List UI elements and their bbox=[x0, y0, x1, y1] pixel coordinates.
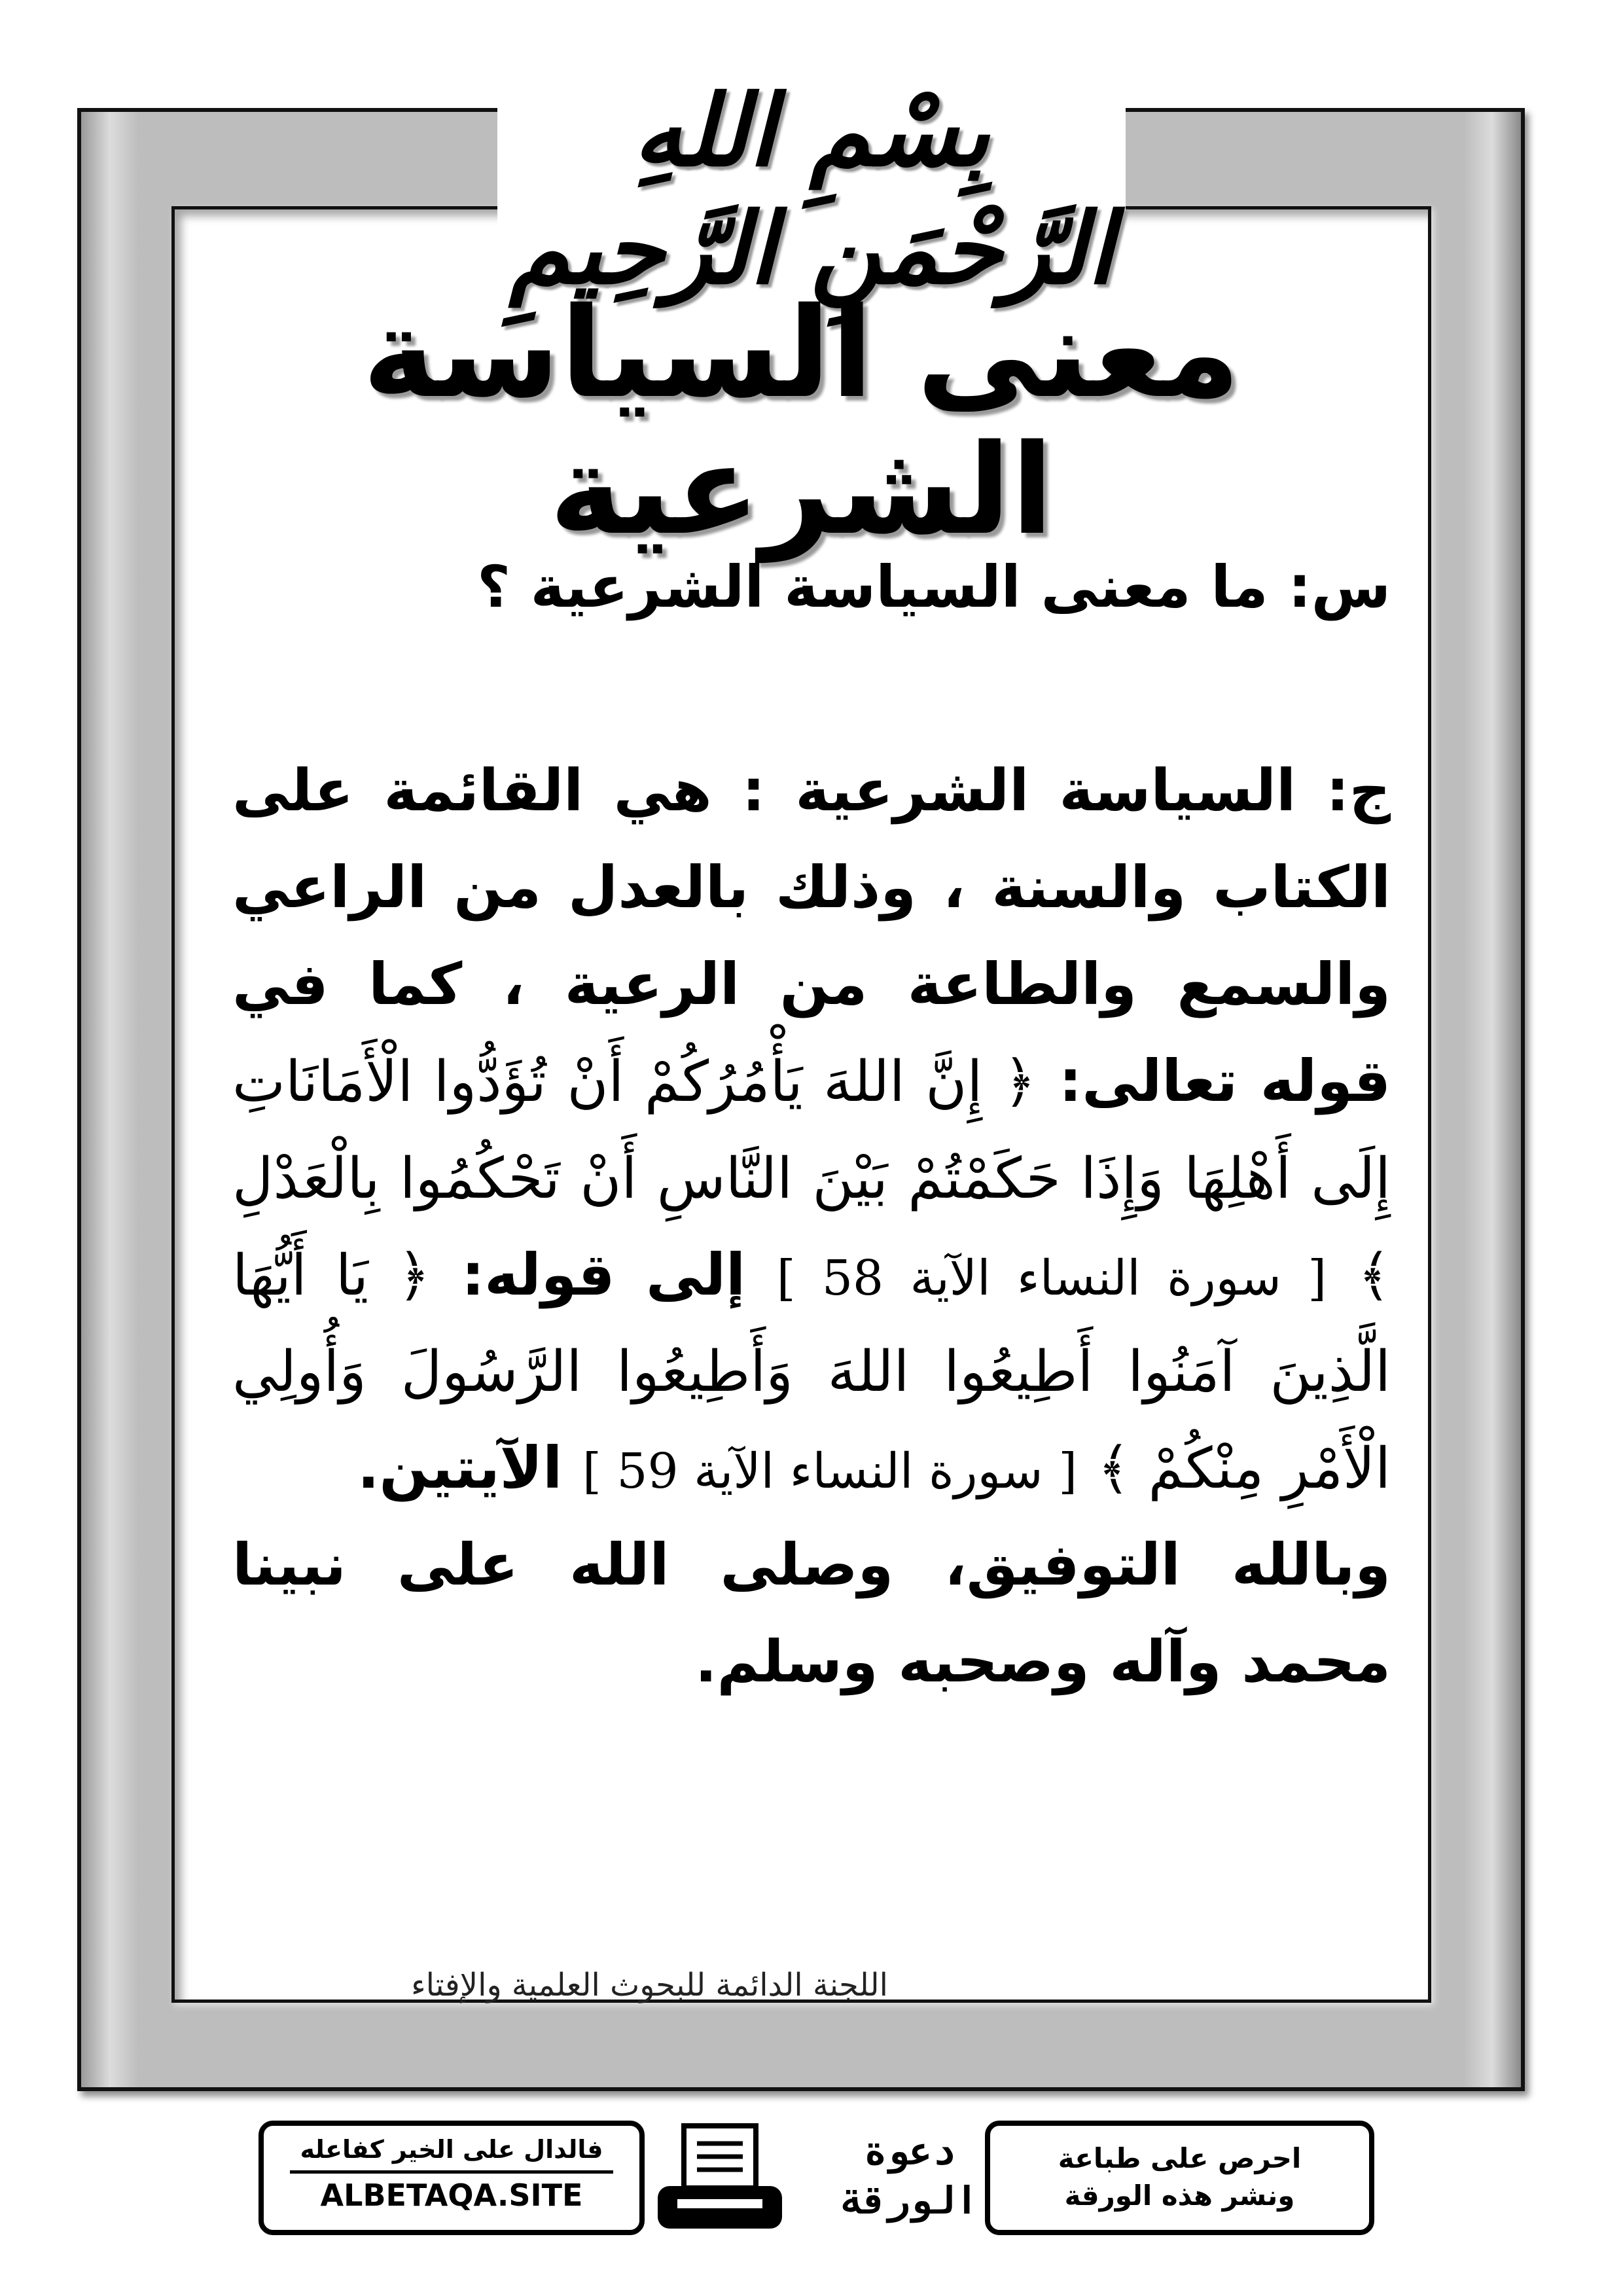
answer-intro: ج: السياسة الشرعية : هي القائمة على الكتاب والسنة ، وذلك بالعدل من الراعي والسمع والطاعة من الرعية ، كما في قوله تعالى: bbox=[232, 757, 1391, 1115]
brand-logo-line-2: الورقة bbox=[841, 2178, 978, 2223]
slogan-line-1: احرص على طباعة bbox=[1058, 2142, 1302, 2174]
website-tagline: فالدال على الخير كفاعله bbox=[300, 2135, 603, 2164]
basmala-calligraphy: بِسْمِ اللهِ الرَّحْمَنِ الرَّحِيمِ bbox=[509, 73, 1114, 306]
brand-logo bbox=[834, 2121, 985, 2235]
slogan-box bbox=[985, 2121, 1374, 2235]
article-body bbox=[232, 550, 1391, 1768]
website-url[interactable]: ALBETAQA.SITE bbox=[290, 2170, 613, 2213]
basmala-header bbox=[497, 46, 1126, 306]
footer-bar bbox=[259, 2121, 1374, 2235]
quran-verse-1: ﴿ إِنَّ اللهَ يَأْمُرُكُمْ أَنْ تُؤَدُّوا الْأَمَانَاتِ إِلَى أَهْلِهَا وَإِذَا حَكَمْتُمْ بَيْنَ النَّاسِ أَنْ تَحْكُمُوا بِالْعَدْلِ ﴾ bbox=[232, 1049, 1391, 1308]
verse-reference-1: [ سورة النساء الآية 58 ] bbox=[776, 1249, 1327, 1306]
answer-continuation: إلى قوله: bbox=[461, 1240, 746, 1308]
page-title: معنى السياسة الشرعية bbox=[362, 281, 1241, 562]
slogan-line-2: ونشر هذه الورقة bbox=[1064, 2179, 1295, 2212]
closing-supplication: وبالله التوفيق، وصلى الله على نبينا محمد وآله وصحبه وسلم. bbox=[232, 1531, 1391, 1695]
verse-reference-2: [ سورة النساء الآية 59 ] bbox=[582, 1443, 1078, 1500]
answer-verses-note: الآيتين. bbox=[357, 1434, 563, 1502]
quran-verse-2: ﴿ يَا أَيُّهَا الَّذِينَ آمَنُوا أَطِيعُوا اللهَ وَأَطِيعُوا الرَّسُولَ وَأُولِي الْأَمْرِ مِنْكُمْ ﴾ bbox=[232, 1242, 1391, 1502]
question-text: س: ما معنى السياسة الشرعية ؟ bbox=[476, 553, 1391, 620]
printer-icon bbox=[651, 2121, 789, 2235]
brand-logo-line-1: دعوة bbox=[864, 2129, 955, 2174]
website-box[interactable] bbox=[259, 2121, 645, 2235]
answer-paragraph bbox=[232, 742, 1391, 1710]
source-attribution: اللجنة الدائمة للبحوث العلمية والإفتاء bbox=[411, 1967, 888, 2003]
